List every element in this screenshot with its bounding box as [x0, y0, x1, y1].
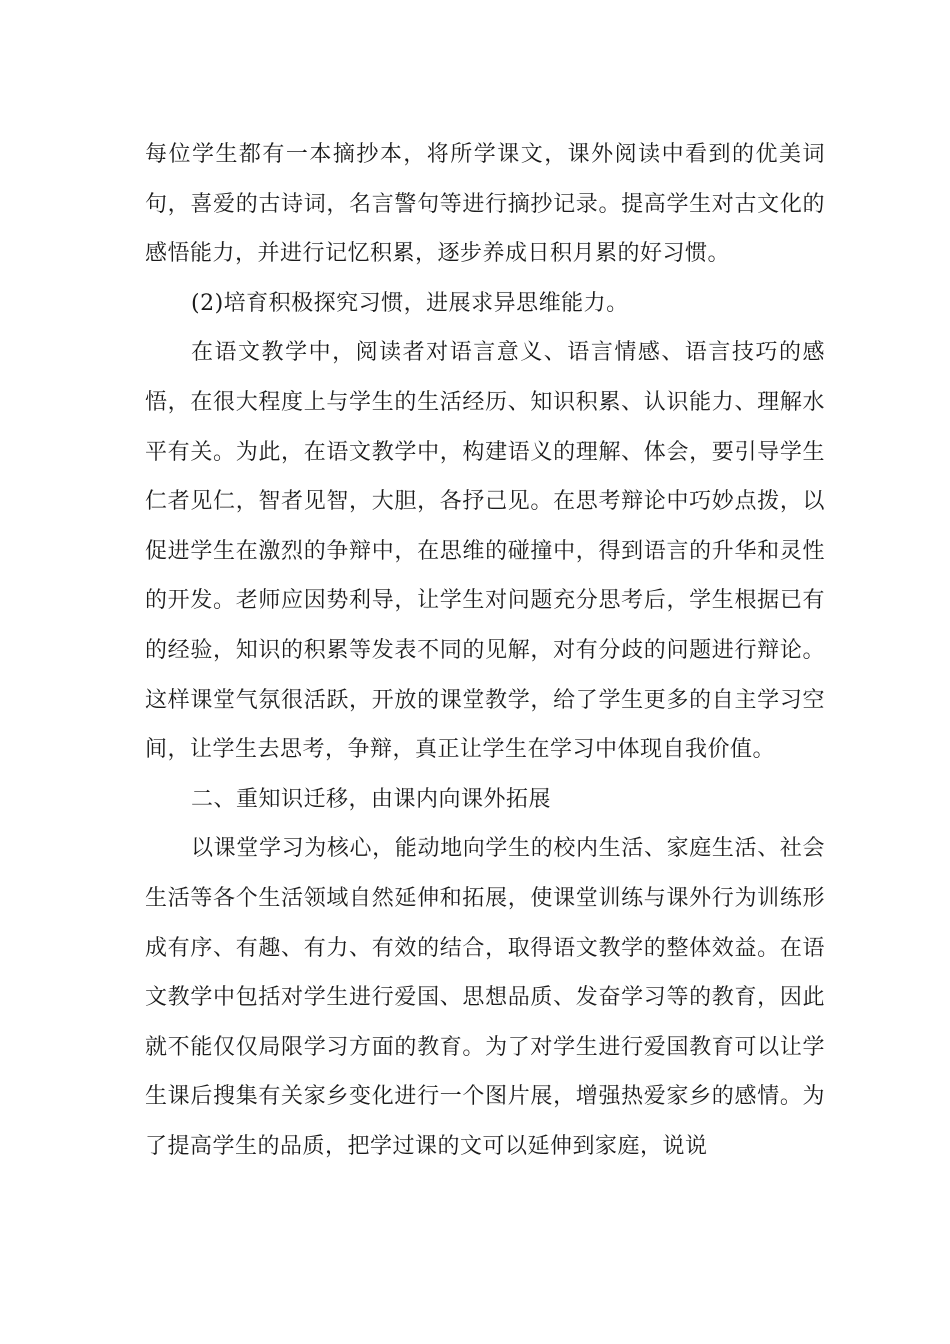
section-heading-knowledge-transfer: 二、重知识迁移，由课内向课外拓展	[191, 786, 552, 812]
paragraph-reading-comprehension: 在语文教学中，阅读者对语言意义、语言情感、语言技巧的感悟，在很大程度上与学生的生活经历、知识积累、认识能力、理解水平有关。为此，在语文教学中，构建语义的理解、体会，要引导学生仁者见仁，智者见智，大胆，各抒己见。在思考辩论中巧妙点拨，以促进学生在激烈的争辩中，在思维的碰撞中，得到语言的升华和灵性的开发。老师应因势利导，让学生对问题充分思考后，学生根据已有的经验，知识的积累等发表不同的见解，对有分歧的问题进行辩论。这样课堂气氛很活跃，开放的课堂教学，给了学生更多的自主学习空间，让学生去思考，争辩，真正让学生在学习中体现自我价值。	[145, 340, 825, 763]
document-body	[145, 130, 825, 1171]
paragraph-excerpt-notebook: 每位学生都有一本摘抄本，将所学课文，课外阅读中看到的优美词句，喜爱的古诗词，名言警句等进行摘抄记录。提高学生对古文化的感悟能力，并进行记忆积累，逐步养成日积月累的好习惯。	[145, 142, 825, 267]
paragraph-heading-inquiry-habit: (2)培育积极探究习惯，进展求异思维能力。	[191, 290, 629, 316]
paragraph-classroom-extension: 以课堂学习为核心，能动地向学生的校内生活、家庭生活、社会生活等各个生活领域自然延伸和拓展，使课堂训练与课外行为训练形成有序、有趣、有力、有效的结合，取得语文教学的整体效益。在语文教学中包括对学生进行爱国、思想品质、发奋学习等的教育，因此就不能仅仅局限学习方面的教育。为了对学生进行爱国教育可以让学生课后搜集有关家乡变化进行一个图片展，增强热爱家乡的感情。为了提高学生的品质，把学过课的文可以延伸到家庭，说说	[145, 836, 825, 1159]
